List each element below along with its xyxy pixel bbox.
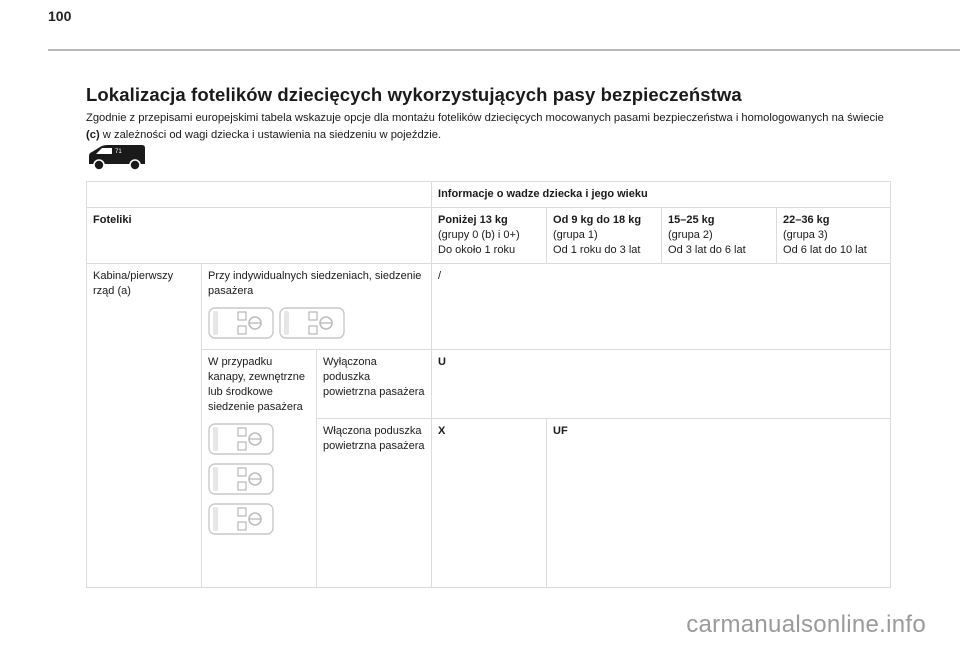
group-age: Od 6 lat do 10 lat — [783, 244, 867, 256]
section-title: Lokalizacja fotelików dziecięcych wykorzystujących pasy bezpieczeństwa — [86, 84, 742, 105]
group-name: (grupy 0 (b) i 0+) — [438, 229, 520, 241]
intro-paragraph — [86, 110, 890, 144]
seat-layout-icon — [208, 307, 274, 339]
group-name: (grupa 2) — [668, 229, 713, 241]
group-weight: 22–36 kg — [783, 214, 830, 226]
airbag-on-value-group0: X — [432, 419, 547, 588]
seats-header: Foteliki — [87, 208, 432, 264]
van-icon — [86, 143, 148, 173]
seat-layout-pair — [208, 307, 425, 344]
info-header: Informacje o wadze dziecka i jego wieku — [432, 182, 891, 208]
table-header-row — [87, 182, 891, 208]
table-row-airbag-off — [87, 350, 891, 419]
group-cell-0 — [432, 208, 547, 264]
seat-layout-icon — [208, 463, 274, 495]
intro-text: Zgodnie z przepisami europejskimi tabela wskazuje opcje dla montażu fotelików dziecięcych mocowanych pasami bezpieczeństwa i homologowanych na świecie — [86, 112, 884, 124]
group-weight: Od 9 kg do 18 kg — [553, 214, 642, 226]
seat-layout-icon — [208, 423, 274, 455]
group-age: Od 3 lat do 6 lat — [668, 244, 746, 256]
watermark: carmanualsonline.info — [686, 611, 926, 638]
individual-seat-value: / — [432, 264, 891, 350]
svg-text:71: 71 — [115, 149, 122, 155]
group-name: (grupa 1) — [553, 229, 598, 241]
group-cell-3 — [777, 208, 891, 264]
group-cell-2 — [662, 208, 777, 264]
group-name: (grupa 3) — [783, 229, 828, 241]
row-label-cabin: Kabina/pierwszy rząd (a) — [87, 264, 202, 588]
group-cell-1 — [547, 208, 662, 264]
group-age: Od 1 roku do 3 lat — [553, 244, 641, 256]
airbag-on-value-rest: UF — [547, 419, 891, 588]
seat-layout-stack — [208, 423, 310, 535]
airbag-off-value: U — [432, 350, 891, 419]
table-row-groups — [87, 208, 891, 264]
bench-seat-cell — [202, 350, 317, 588]
individual-seat-label: Przy indywidualnych siedzeniach, siedzenie pasażera — [208, 270, 422, 297]
table-header-blank — [87, 182, 432, 208]
page-number: 100 — [48, 8, 72, 24]
group-weight: Poniżej 13 kg — [438, 214, 508, 226]
group-weight: 15–25 kg — [668, 214, 715, 226]
intro-emphasis: (c) — [86, 129, 100, 141]
child-seat-table — [86, 181, 891, 588]
bench-seat-label: W przypadku kanapy, zewnętrzne lub środkowe siedzenie pasażera — [208, 356, 306, 413]
intro-text-end: w zależności od wagi dziecka i ustawienia na siedzeniu w pojeździe. — [99, 129, 442, 141]
seat-layout-icon — [208, 503, 274, 535]
table-row-individual — [87, 264, 891, 350]
seat-layout-icon — [279, 307, 345, 339]
group-age: Do około 1 roku — [438, 244, 516, 256]
airbag-on-label: Włączona poduszka powietrzna pasażera — [317, 419, 432, 588]
individual-seat-cell — [202, 264, 432, 350]
header-divider — [48, 49, 960, 51]
airbag-off-label: Wyłączona poduszka powietrzna pasażera — [317, 350, 432, 419]
